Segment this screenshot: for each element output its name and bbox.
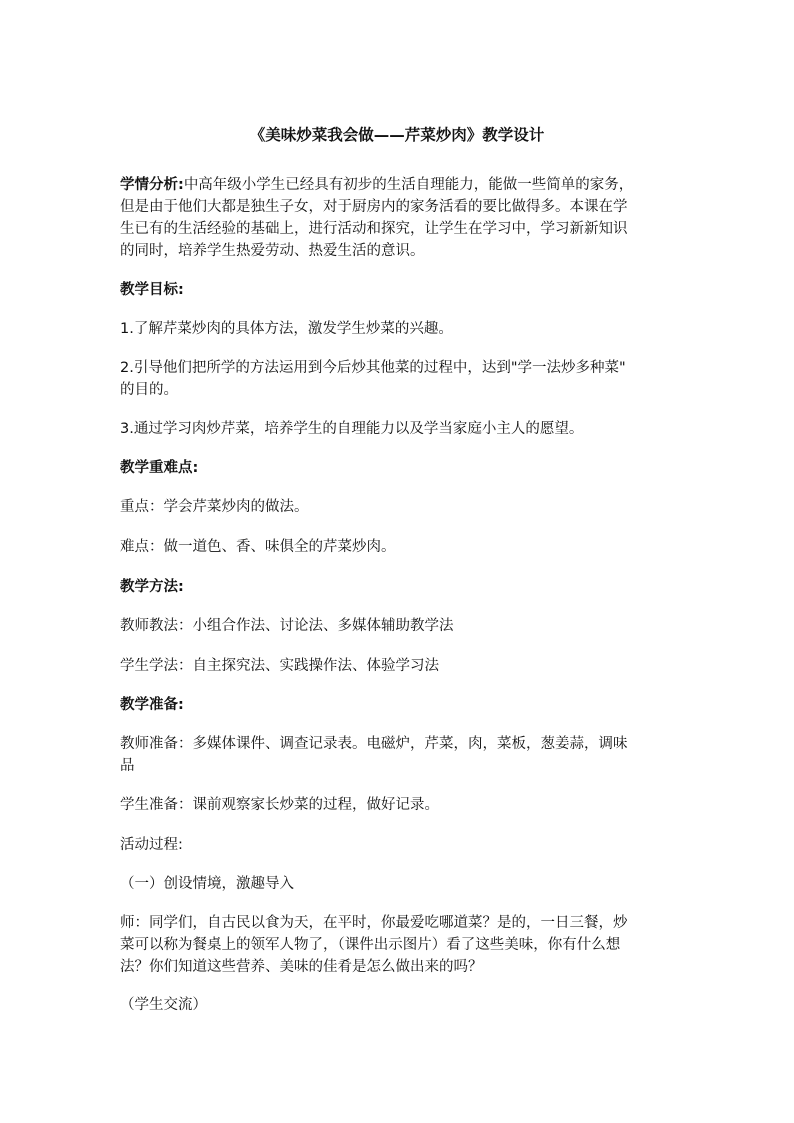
- goal-item-2: 2.引导他们把所学的方法运用到今后炒其他菜的过程中，达到"学一法炒多种菜" 的目的。: [120, 360, 626, 398]
- method-student: 学生学法：自主探究法、实践操作法、体验学习法: [120, 658, 439, 674]
- prep-teacher: 教师准备：多媒体课件、调查记录表。电磁炉，芹菜，肉，菜板，葱姜蒜，调味 品: [120, 736, 628, 774]
- document-title: 《美味炒菜我会做——芹菜炒肉》教学设计: [249, 126, 545, 144]
- keypoint-difficult: 难点：做一道色、香、味俱全的芹菜炒肉。: [120, 539, 396, 555]
- analysis-line-4: 的同时，培养学生热爱劳动、热爱生活的意识。: [120, 243, 425, 259]
- process-section-1: （一）创设情境，激趣导入: [120, 876, 294, 892]
- analysis-line-3: 生已有的生活经验的基础上，进行活动和探究，让学生在学习中，学习新新知识: [120, 221, 628, 237]
- goal-item-1: 1.了解芹菜炒肉的具体方法，激发学生炒菜的兴趣。: [120, 321, 453, 337]
- prep-student: 学生准备：课前观察家长炒菜的过程，做好记录。: [120, 797, 439, 813]
- goal-item-3: 3.通过学习肉炒芹菜，培养学生的自理能力以及学当家庭小主人的愿望。: [120, 421, 584, 437]
- goals-heading: 教学目标:: [120, 282, 184, 298]
- process-student-exchange: （学生交流）: [120, 997, 207, 1013]
- keypoints-heading: 教学重难点:: [120, 460, 199, 476]
- method-teacher: 教师教法：小组合作法、讨论法、多媒体辅助教学法: [120, 618, 454, 634]
- process-heading: 活动过程:: [120, 837, 183, 853]
- prep-heading: 教学准备:: [120, 697, 184, 713]
- keypoint-key: 重点：学会芹菜炒肉的做法。: [120, 499, 309, 515]
- analysis-label: 学情分析:: [120, 177, 184, 193]
- analysis-line-1: 学情分析:中高年级小学生已经具有初步的生活自理能力，能做一些简单的家务，: [120, 177, 634, 193]
- process-teacher-paragraph: 师：同学们，自古民以食为天，在平时，你最爱吃哪道菜？是的，一日三餐，炒 菜可以称为餐桌上的领军人物了，（课件出示图片）看了这些美味，你有什么想 法？你们知道这些营养、美味的佳肴是怎么做出来的吗？: [120, 915, 628, 975]
- methods-heading: 教学方法:: [120, 579, 184, 595]
- learning-analysis-paragraph: [120, 174, 676, 262]
- analysis-line-2: 但是由于他们大都是独生子女，对于厨房内的家务活看的要比做得多。本课在学: [120, 199, 628, 215]
